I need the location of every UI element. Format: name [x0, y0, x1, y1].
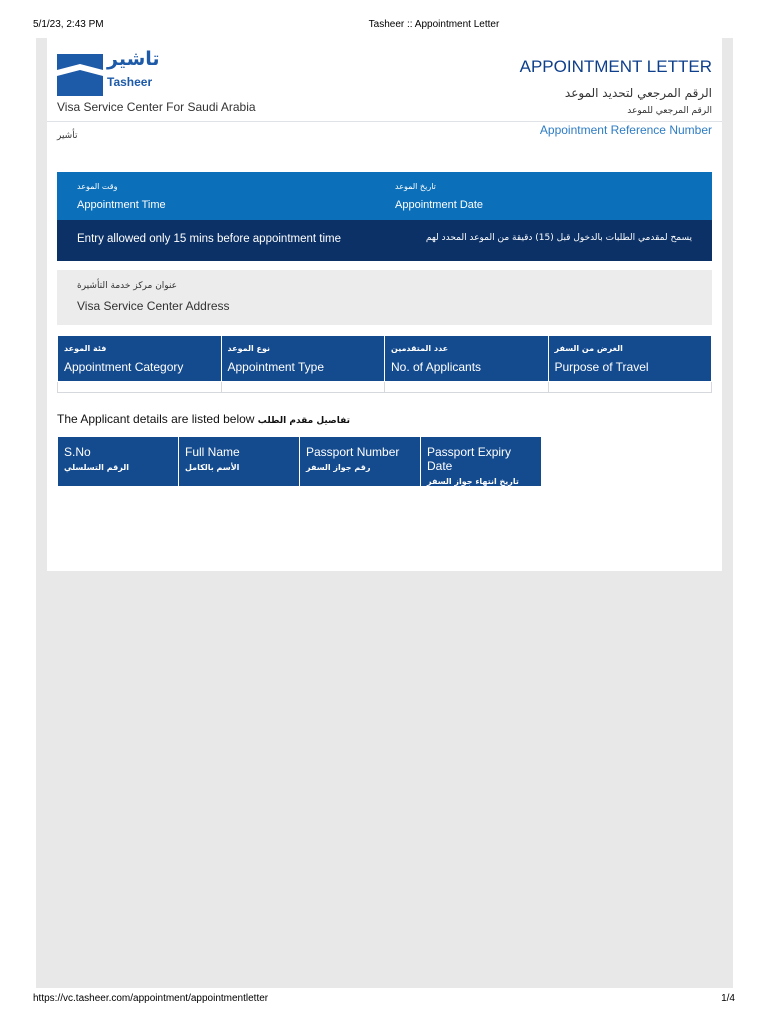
- page-title: APPOINTMENT LETTER: [519, 57, 712, 76]
- print-timestamp: 5/1/23, 2:43 PM: [33, 19, 104, 30]
- column-header-label: Passport Expiry Date: [427, 445, 512, 473]
- entry-notice-band: [57, 220, 712, 261]
- column-header-full-name: [179, 437, 300, 487]
- column-header-label: Full Name: [185, 445, 240, 459]
- header-divider: [47, 121, 722, 122]
- column-header-label: Passport Number: [306, 445, 400, 459]
- reference-label-arabic-small: الرقم المرجعي للموعد: [627, 106, 712, 116]
- appointment-time-label: Appointment Time: [77, 199, 166, 211]
- applicants-heading-arabic: تفاصيل مقدم الطلب: [257, 416, 350, 426]
- column-header-type: [221, 336, 385, 382]
- appointment-letter-card: [47, 38, 722, 571]
- brand-name: Tasheer: [107, 75, 153, 89]
- column-header-label: Appointment Category: [64, 360, 184, 374]
- column-header-category: [58, 336, 222, 382]
- print-page-title: Tasheer :: Appointment Letter: [368, 19, 500, 30]
- appointment-date-label-arabic: تاريخ الموعد: [395, 182, 436, 191]
- brand-subtitle: Visa Service Center For Saudi Arabia: [57, 100, 256, 114]
- print-footer: [0, 988, 768, 1024]
- appointment-date-label: Appointment Date: [395, 199, 484, 211]
- page-sheet: [36, 38, 733, 988]
- reference-label-arabic: الرقم المرجعي لتحديد الموعد: [564, 86, 712, 100]
- column-header-arabic: الرقم التسلسلي: [64, 463, 129, 472]
- applicants-heading: [57, 412, 350, 426]
- reference-label: Appointment Reference Number: [539, 123, 712, 137]
- column-header-label: No. of Applicants: [391, 360, 482, 374]
- brand-small-label-arabic: تأشير: [57, 131, 78, 141]
- column-header-passport-expiry: [421, 437, 542, 487]
- column-header-passport-number: [300, 437, 421, 487]
- address-box: [57, 270, 712, 325]
- column-header-arabic: الأسم بالكامل: [185, 463, 240, 472]
- column-header-arabic: رقم جواز السفر: [306, 463, 371, 472]
- column-header-label: Appointment Type: [227, 360, 325, 374]
- page-number: 1/4: [721, 993, 735, 1004]
- column-header-purpose: [548, 336, 712, 382]
- appointment-time-label-arabic: وقت الموعد: [77, 182, 118, 191]
- applicants-table: [57, 436, 542, 487]
- address-label-arabic: عنوان مركز خدمة التأشيرة: [77, 281, 178, 291]
- brand-name-arabic: تاشير: [107, 48, 160, 70]
- column-header-applicants: [385, 336, 549, 382]
- print-header: [0, 0, 768, 38]
- print-url: https://vc.tasheer.com/appointment/appointmentletter: [33, 993, 269, 1004]
- entry-notice-text-arabic: يسمح لمقدمي الطلبات بالدخول قبل (15) دقيقة من الموعد المحدد لهم: [425, 233, 692, 243]
- table-cell: [58, 382, 222, 393]
- table-cell: [385, 382, 549, 393]
- table-row: [58, 382, 712, 393]
- appointment-info-table: [57, 335, 712, 393]
- table-cell: [548, 382, 712, 393]
- tasheer-logo-icon: [57, 52, 103, 98]
- column-header-label: S.No: [64, 445, 91, 459]
- applicants-heading-text: The Applicant details are listed below: [57, 412, 255, 426]
- table-cell: [221, 382, 385, 393]
- column-header-arabic: نوع الموعد: [227, 344, 270, 353]
- address-label: Visa Service Center Address: [77, 299, 230, 313]
- column-header-arabic: فئة الموعد: [64, 344, 107, 353]
- column-header-label: Purpose of Travel: [554, 360, 649, 374]
- column-header-arabic: الغرض من السفر: [554, 344, 623, 353]
- appointment-time-date-band: [57, 172, 712, 220]
- column-header-sno: [58, 437, 179, 487]
- entry-notice-text: Entry allowed only 15 mins before appointment time: [77, 233, 342, 245]
- column-header-arabic: تاريخ انتهاء جواز السفر: [427, 477, 519, 486]
- column-header-arabic: عدد المتقدمين: [391, 344, 449, 353]
